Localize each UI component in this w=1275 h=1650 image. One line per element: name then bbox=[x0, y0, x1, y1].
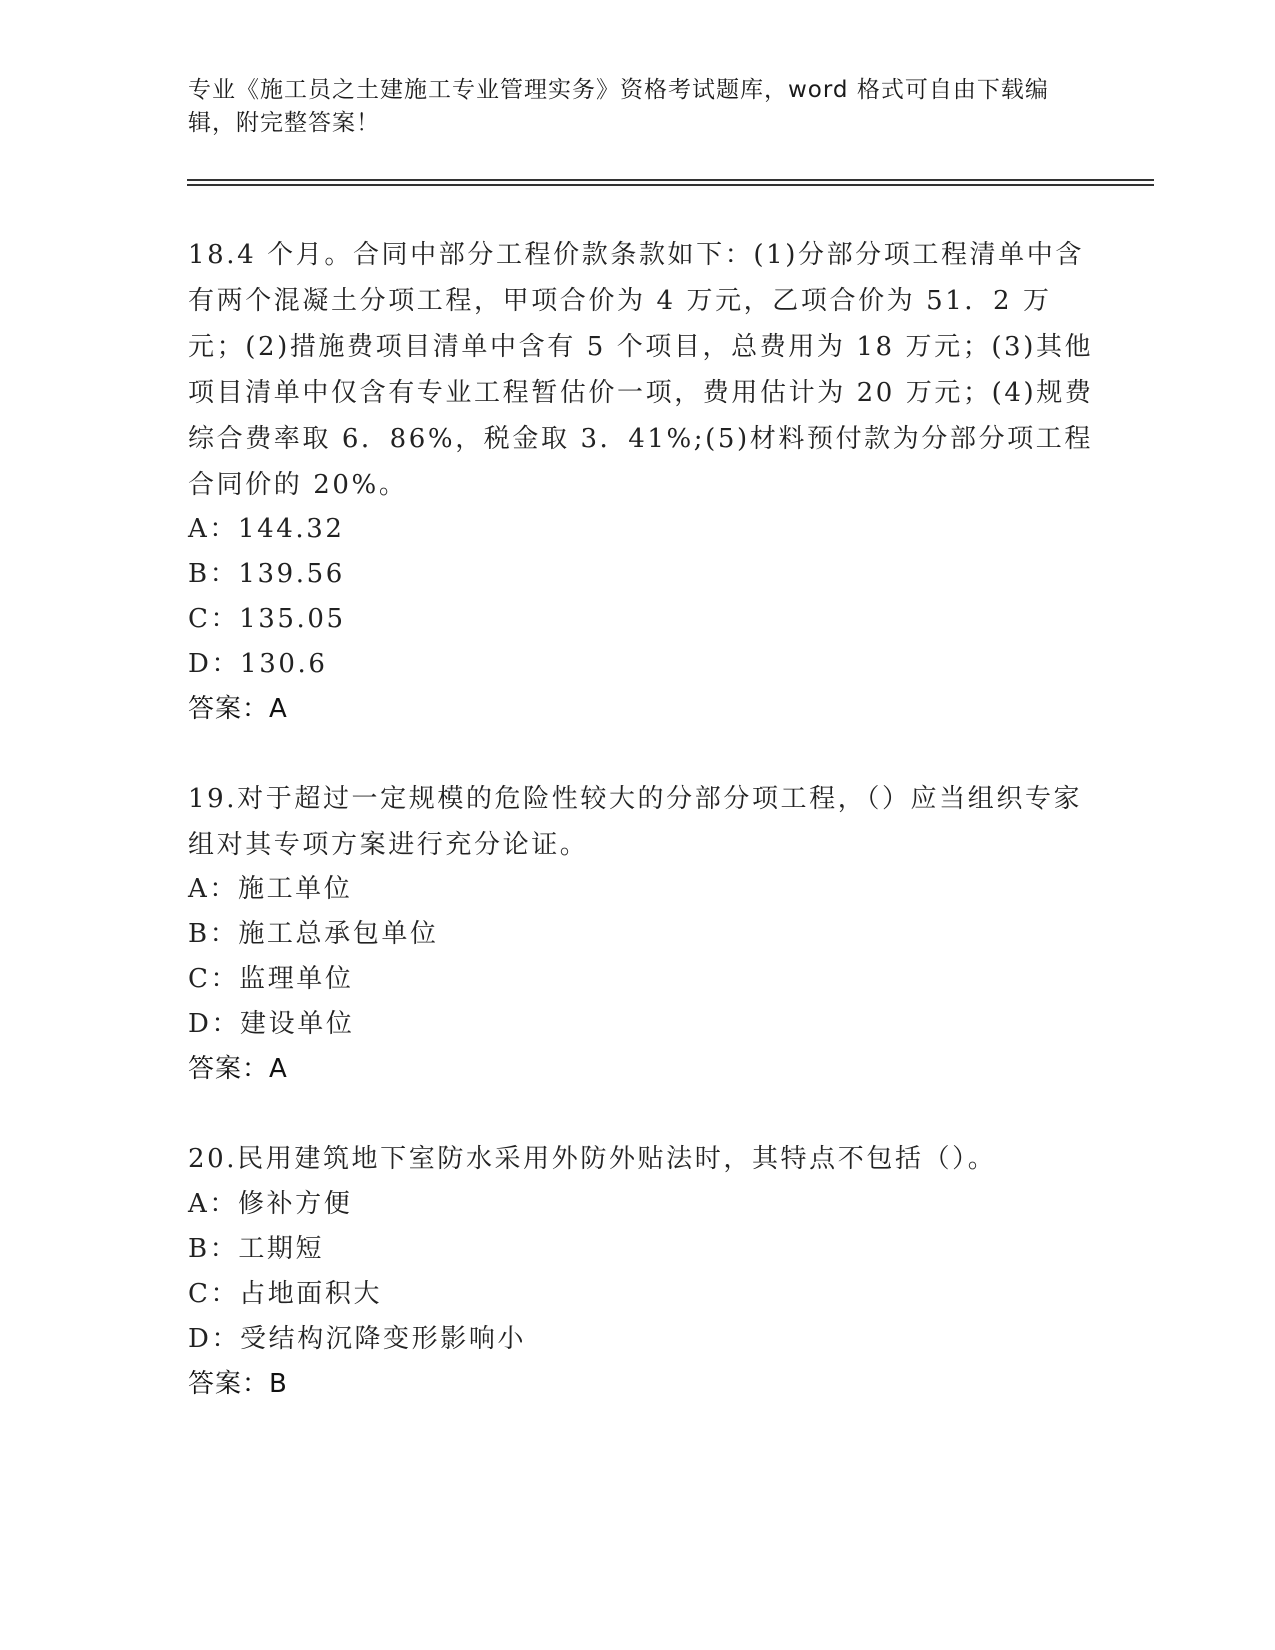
option-text: 受结构沉降变形影响小 bbox=[240, 1324, 527, 1354]
option-d bbox=[188, 641, 327, 687]
option-a bbox=[188, 1181, 352, 1227]
option-letter: A： bbox=[188, 1189, 238, 1219]
option-text: 监理单位 bbox=[239, 964, 354, 994]
question-stem: 19.对于超过一定规模的危险性较大的分部分项工程，（）应当组织专家组对其专项方案进行充分论证。 bbox=[188, 784, 1083, 860]
option-a bbox=[188, 866, 352, 912]
option-c bbox=[188, 956, 354, 1002]
question-stem: 18.4 个月。合同中部分工程价款条款如下：(1)分部分项工程清单中含有两个混凝土分项工程，甲项合价为 4 万元，乙项合价为 51．2 万元；(2)措施费项目清单中含有 5 个项目，总费用为 18 万元；(3)其他项目清单中仅含有专业工程暂估价一项，费用估计为 20 万元；(4)规费综合费率取 6．86%，税金取 3．41%;(5)材料预付款为分部分项工程合同价的 20%。 bbox=[188, 240, 1094, 500]
option-text: 施工单位 bbox=[237, 874, 353, 904]
option-text: 建设单位 bbox=[240, 1009, 355, 1039]
option-text: 占地面积大 bbox=[239, 1279, 383, 1309]
option-a bbox=[188, 506, 345, 552]
header-divider-bottom bbox=[187, 184, 1154, 186]
question-stem: 20.民用建筑地下室防水采用外防外贴法时，其特点不包括（）。 bbox=[188, 1144, 997, 1174]
option-c bbox=[188, 1271, 382, 1317]
option-c bbox=[188, 596, 346, 642]
option-letter: C： bbox=[188, 1279, 240, 1309]
option-d bbox=[188, 1001, 354, 1047]
document-header: 专业《施工员之土建施工专业管理实务》资格考试题库，word 格式可自由下载编辑，附完整答案！ bbox=[188, 77, 1049, 136]
option-letter: C： bbox=[188, 964, 240, 994]
option-b bbox=[188, 551, 345, 597]
option-letter: A： bbox=[188, 874, 238, 904]
option-text: 139.56 bbox=[238, 559, 345, 589]
option-letter: A： bbox=[188, 514, 238, 544]
option-d bbox=[188, 1316, 526, 1362]
answer-label: 答案：B bbox=[188, 1369, 288, 1399]
option-letter: B： bbox=[188, 919, 239, 949]
option-text: 施工总承包单位 bbox=[238, 919, 439, 949]
option-letter: D： bbox=[188, 1009, 241, 1039]
option-text: 144.32 bbox=[237, 514, 345, 544]
option-text: 130.6 bbox=[240, 649, 328, 679]
option-b bbox=[188, 1226, 324, 1272]
option-text: 135.05 bbox=[239, 604, 346, 634]
option-letter: D： bbox=[188, 649, 241, 679]
answer-label: 答案：A bbox=[188, 694, 288, 724]
option-letter: B： bbox=[188, 1234, 239, 1264]
header-divider-top bbox=[187, 179, 1154, 181]
option-letter: B： bbox=[188, 559, 239, 589]
option-text: 工期短 bbox=[238, 1234, 325, 1264]
answer-label: 答案：A bbox=[188, 1054, 288, 1084]
option-letter: C： bbox=[188, 604, 240, 634]
option-text: 修补方便 bbox=[237, 1189, 353, 1219]
option-letter: D： bbox=[188, 1324, 241, 1354]
option-b bbox=[188, 911, 439, 957]
